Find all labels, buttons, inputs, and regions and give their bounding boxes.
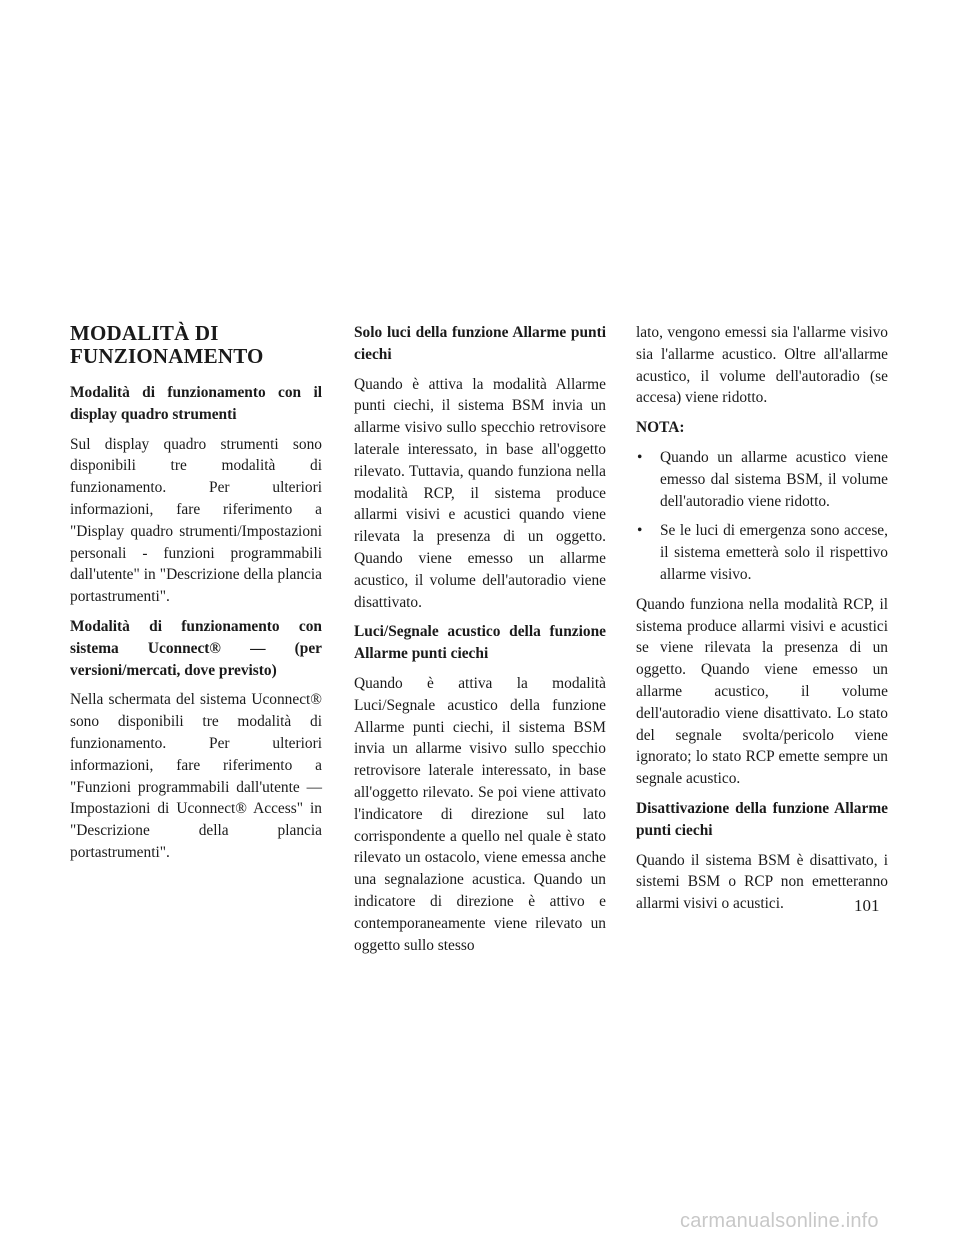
list-item — [636, 447, 888, 512]
subheading-deactivation: Disattivazione della funzione Allarme punti ciechi — [636, 799, 888, 839]
list-item — [636, 520, 888, 585]
paragraph-continuation: lato, vengono emessi sia l'allarme visivo sia l'allarme acustico. Oltre all'allarme acustico, il volume dell'autoradio (se accesa) viene ridotto. — [636, 324, 888, 407]
list-item-text: Se le luci di emergenza sono accese, il sistema emetterà solo il rispettivo allarme visivo. — [660, 522, 888, 583]
list-item-text: Quando un allarme acustico viene emesso dal sistema BSM, il volume dell'autoradio viene ridotto. — [660, 448, 888, 510]
bullet-icon: • — [637, 448, 643, 466]
note-list — [636, 447, 888, 586]
paragraph-lights-chime: Quando è attiva la modalità Luci/Segnale acustico della funzione Allarme punti ciechi, il sistema BSM invia un allarme visivo sullo specchio retrovisore laterale interessato, in base all'oggetto rilevato. Se poi viene attivato l'indicatore di direzione sul lato corrispondente a quello nel quale è stato rilevato un ostacolo, viene emessa anche una segnalazione acustica. Quando un indicatore di direzione è attivo e contemporaneamente viene rilevato un oggetto sullo stesso — [354, 674, 606, 954]
paragraph-deactivation: Quando il sistema BSM è disattivato, i sistemi BSM o RCP non emetteranno allarmi visivi o acustici. — [636, 851, 888, 913]
paragraph-uconnect: Nella schermata del sistema Uconnect® sono disponibili tre modalità di funzionamento. Per ulteriori informazioni, fare riferimento a "Funzioni programmabili dall'utente — Impostazioni di Uconnect® Access" in "Descrizione della plancia portastrumenti". — [70, 691, 322, 861]
paragraph-lights-only: Quando è attiva la modalità Allarme punti ciechi, il sistema BSM invia un allarme visivo sullo specchio retrovisore laterale interessato, in base all'oggetto rilevato. Tuttavia, quando funziona nella modalità RCP, il sistema produce allarmi visivi e acustici quando viene rilevata la presenza di un oggetto. Quando viene emesso un allarme acustico, il volume dell'autoradio viene disattivato. — [354, 375, 606, 611]
column-middle — [354, 322, 606, 964]
note-label: NOTA: — [636, 419, 685, 437]
subheading-lights-only: Solo luci della funzione Allarme punti ciechi — [354, 324, 606, 363]
column-right — [636, 322, 888, 923]
bullet-icon: • — [637, 522, 643, 540]
subheading-lights-chime: Luci/Segnale acustico della funzione Allarme punti ciechi — [354, 623, 606, 663]
paragraph-rcp: Quando funziona nella modalità RCP, il sistema produce allarmi visivi e acustici se viene rilevata la presenza di un oggetto. Quando viene emesso un allarme acustico, il volume dell'autoradio viene disattivato. Lo stato del segnale svolta/pericolo viene ignorato; lo stato RCP emette sempre un segnale acustico. — [636, 595, 888, 788]
paragraph-instrument-display: Sul display quadro strumenti sono disponibili tre modalità di funzionamento. Per ulteriori informazioni, fare riferimento a "Display quadro strumenti/Impostazioni personali - funzioni programmabili dall'utente" in "Descrizione della plancia portastrumenti". — [70, 435, 322, 606]
section-title: MODALITÀ DI FUNZIONAMENTO — [70, 321, 264, 368]
subheading-instrument-display: Modalità di funzionamento con il display quadro strumenti — [70, 384, 322, 423]
watermark: carmanualsonline.info — [680, 1210, 879, 1232]
subheading-uconnect: Modalità di funzionamento con sistema Uconnect® — (per versioni/mercati, dove previsto) — [70, 617, 322, 679]
page-number: 101 — [854, 896, 880, 915]
column-left — [70, 322, 322, 872]
